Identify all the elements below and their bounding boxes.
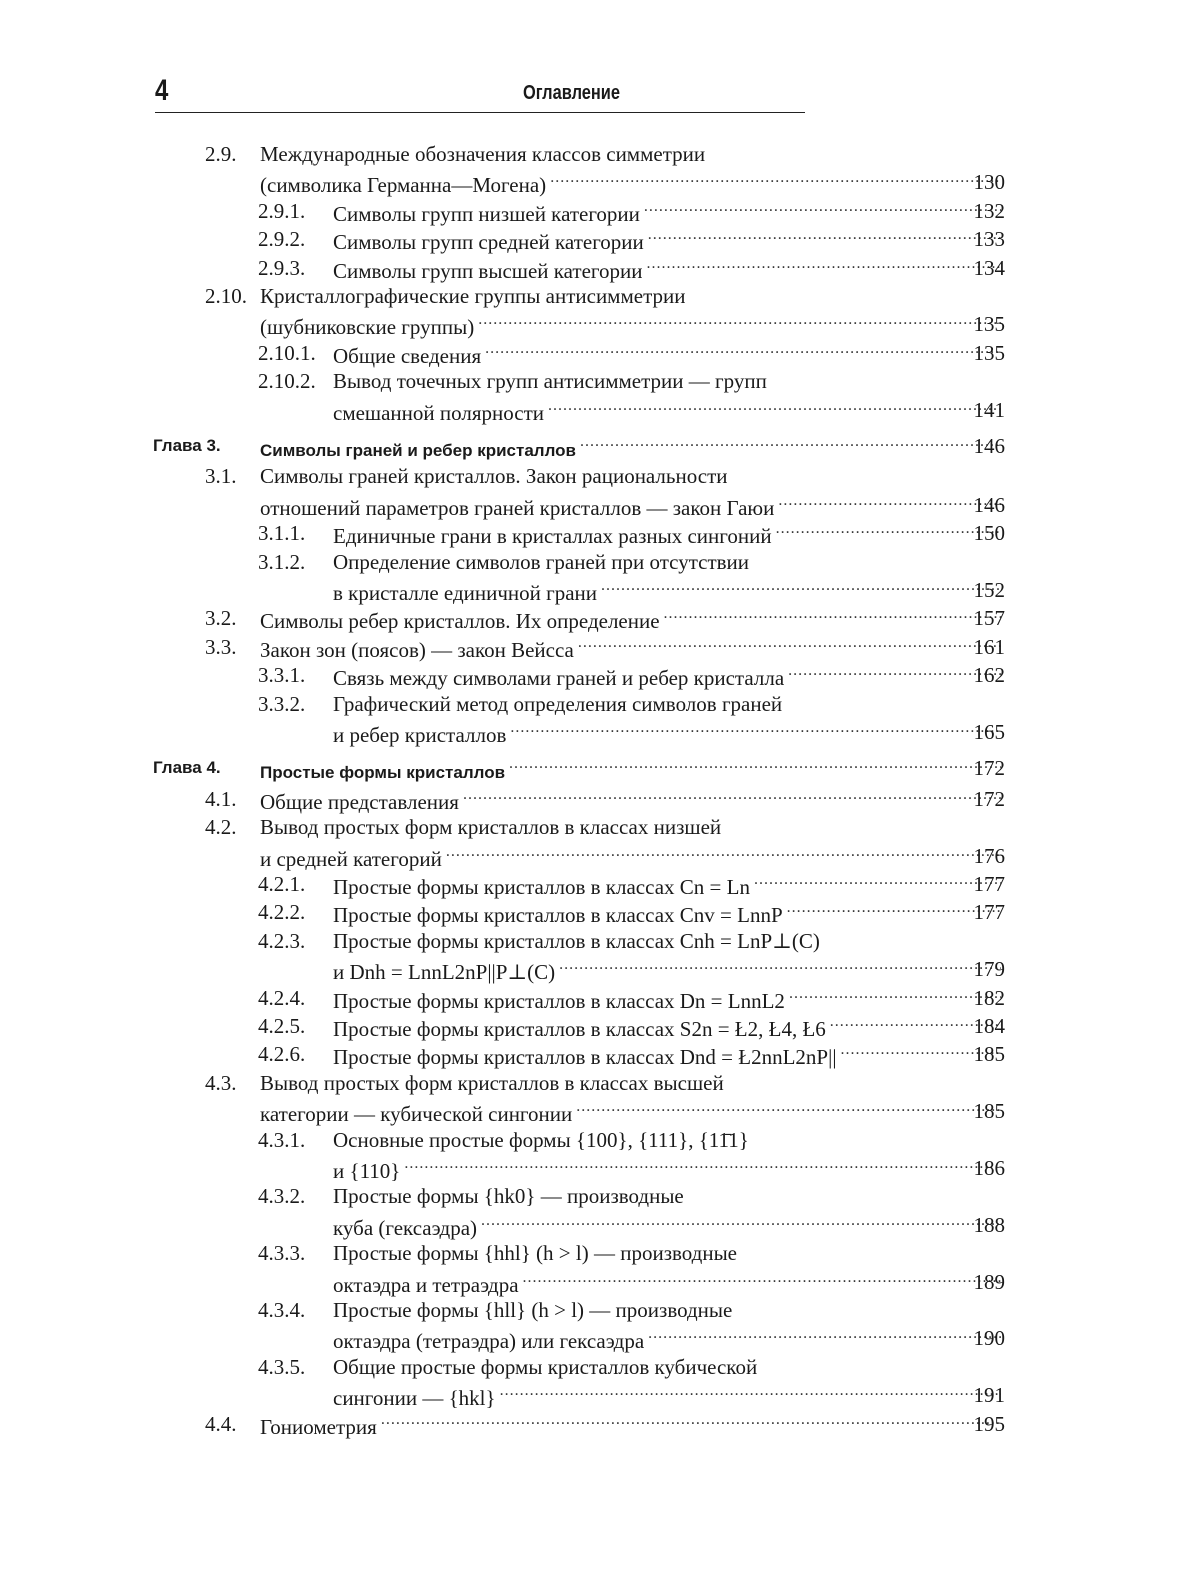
toc-page-number: 189	[973, 1269, 1005, 1294]
dot-leader	[510, 718, 1001, 742]
toc-entry-number: 2.10.2.	[258, 369, 316, 394]
toc-entry-title: октаэдра (тетраэдра) или гексаэдра	[333, 1329, 645, 1354]
toc-entry-title: отношений параметров граней кристаллов — закон Гаюи	[260, 495, 775, 520]
toc-entry-number: 4.3.3.	[258, 1241, 306, 1266]
toc-entry-title: Кристаллографические группы антисимметрии	[260, 284, 686, 308]
toc-page-number: 161	[973, 634, 1005, 659]
toc-entry-row	[0, 1069, 1200, 1097]
page-number: 4	[155, 74, 169, 107]
toc-entry-number: 4.3.2.	[258, 1184, 306, 1209]
dot-leader	[404, 1154, 1001, 1178]
toc-entry-row	[0, 1324, 1200, 1352]
toc-entry-number: 2.9.	[205, 142, 237, 166]
toc-entry-number: Глава 4.	[153, 758, 221, 778]
toc-entry-title: Графический метод определения символов граней	[333, 691, 783, 716]
toc-page-number: 134	[973, 255, 1005, 280]
toc-entry-title: Закон зон (поясов) — закон Вейсса	[260, 637, 574, 662]
toc-entry-row	[0, 690, 1200, 718]
toc-page-number: 176	[973, 843, 1005, 868]
dot-leader	[500, 1381, 1001, 1405]
toc-entry-number: 4.2.3.	[258, 928, 306, 953]
toc-entry-title: Вывод простых форм кристаллов в классах высшей	[260, 1070, 724, 1095]
toc-entry-number: 4.4.	[205, 1411, 237, 1436]
toc-entry-title: Связь между символами граней и ребер кристалла	[333, 666, 785, 691]
toc-entry-number: 2.9.3.	[258, 255, 306, 280]
toc-entry-row	[0, 661, 1200, 689]
toc-entry-row	[0, 576, 1200, 604]
toc-chapter-row	[0, 432, 1200, 460]
toc-entry-number: 4.3.4.	[258, 1298, 306, 1322]
toc-entry-row	[0, 1012, 1200, 1040]
toc-entry-row	[0, 1410, 1200, 1438]
toc-entry-row	[0, 1268, 1200, 1296]
toc-page-number: 135	[973, 312, 1005, 337]
toc-entry-title: Символы групп низшей категории	[333, 201, 640, 226]
dot-leader	[559, 955, 1001, 979]
toc-entry-row	[0, 310, 1200, 338]
toc-entry-title: и средней категорий	[260, 846, 442, 871]
toc-entry-row	[0, 813, 1200, 841]
dot-leader	[578, 633, 1001, 657]
toc-entry-row	[0, 1154, 1200, 1182]
dot-leader	[646, 254, 1001, 278]
toc-page-number: 182	[973, 985, 1005, 1010]
toc-page-number: 172	[973, 756, 1005, 781]
toc-page-number: 172	[973, 786, 1005, 811]
toc-entry-row	[0, 604, 1200, 632]
toc-entry-title: Определение символов граней при отсутствии	[333, 549, 750, 574]
toc-entry-row	[0, 1097, 1200, 1125]
toc-entry-number: 2.10.	[205, 284, 247, 308]
toc-entry-row	[0, 197, 1200, 225]
toc-page-number: 157	[973, 606, 1005, 631]
toc-entry-row	[0, 254, 1200, 282]
toc-entry-number: 3.1.1.	[258, 521, 306, 546]
toc-page-number: 133	[973, 227, 1005, 252]
toc-entry-title: Простые формы кристаллов в классах Cnv = LnnP	[333, 903, 783, 928]
toc-page-number: 195	[973, 1411, 1005, 1436]
toc-page-number: 184	[973, 1014, 1005, 1038]
toc-entry-title: Символы групп средней категории	[333, 230, 644, 255]
toc-page-number: 146	[973, 492, 1005, 517]
toc-page-number: 162	[973, 663, 1005, 688]
toc-entry-number: 4.2.	[205, 815, 237, 840]
toc-entry-row	[0, 842, 1200, 870]
dot-leader	[648, 225, 1001, 249]
toc-entry-title: Международные обозначения классов симметрии	[260, 142, 706, 166]
dot-leader	[580, 432, 1001, 456]
toc-entry-title: в кристалле единичной грани	[333, 581, 598, 605]
toc-entry-title: куба (гексаэдра)	[333, 1215, 478, 1240]
toc-entry-row	[0, 718, 1200, 746]
toc-entry-row	[0, 1040, 1200, 1068]
toc-entry-title: Простые формы кристаллов в классах Cn = Ln	[333, 875, 750, 899]
toc-entry-number: 4.3.5.	[258, 1354, 306, 1379]
toc-entry-row	[0, 1353, 1200, 1381]
toc-entry-row	[0, 519, 1200, 547]
toc-entry-title: Простые формы кристаллов в классах Cnh = LnP⊥(C)	[333, 928, 820, 953]
toc-entry-number: 4.2.1.	[258, 872, 306, 896]
page-header	[155, 70, 805, 113]
toc-page-number: 177	[973, 900, 1005, 925]
toc-entry-number: 4.2.5.	[258, 1014, 306, 1038]
dot-leader	[548, 396, 1001, 420]
toc-entry-title: Простые формы {hk0} — производные	[333, 1184, 684, 1209]
toc-entry-title: Общие простые формы кристаллов кубической	[333, 1354, 758, 1379]
toc-entry-title: Символы групп высшей категории	[333, 258, 643, 283]
dot-leader	[648, 1324, 1001, 1348]
toc-entry-title: Простые формы кристаллов в классах Dnd = Ł2nnL2nP||	[333, 1045, 837, 1070]
toc-entry-title: смешанной полярности	[333, 400, 544, 425]
toc-entry-title: Общие сведения	[333, 343, 482, 368]
toc-entry-row	[0, 491, 1200, 519]
toc-entry-title: и ребер кристаллов	[333, 723, 507, 747]
toc-entry-number: 4.1.	[205, 786, 237, 811]
toc-page-number: 135	[973, 340, 1005, 365]
toc-page-number: 146	[973, 434, 1005, 458]
toc-entry-title: Простые формы кристаллов в классах Dn = LnnL2	[333, 988, 785, 1013]
toc-entry-number: 4.3.1.	[258, 1127, 306, 1152]
toc-page-number: 152	[973, 578, 1005, 602]
toc-entry-row	[0, 1381, 1200, 1409]
toc-entry-number: 4.2.2.	[258, 900, 306, 925]
toc-entry-title: Основные простые формы {100}, {111}, {11̄1}	[333, 1127, 749, 1152]
toc-page-number: 188	[973, 1212, 1005, 1237]
toc-entry-row	[0, 785, 1200, 813]
dot-leader	[644, 197, 1001, 221]
dot-leader	[509, 754, 1001, 778]
toc-page-number: 132	[973, 198, 1005, 223]
toc-page-number: 165	[973, 720, 1005, 744]
toc-entry-number: 4.2.6.	[258, 1042, 306, 1067]
toc-entry-row	[0, 927, 1200, 955]
toc-entry-number: Глава 3.	[153, 436, 221, 455]
running-head: Оглавление	[523, 82, 621, 104]
toc-page-number: 190	[973, 1326, 1005, 1351]
toc-page-number: 150	[973, 521, 1005, 546]
toc-entry-row	[0, 898, 1200, 926]
toc-entry-number: 2.10.1.	[258, 340, 316, 365]
toc-entry-row	[0, 955, 1200, 983]
toc-entry-row	[0, 339, 1200, 367]
dot-leader	[446, 842, 1001, 866]
dot-leader	[523, 1268, 1001, 1292]
dot-leader	[485, 339, 1001, 363]
toc-entry-number: 3.3.	[205, 634, 237, 659]
dot-leader	[463, 785, 1001, 809]
toc-entry-row	[0, 984, 1200, 1012]
toc-entry-title: Символы граней кристаллов. Закон рациональности	[260, 464, 728, 489]
dot-leader	[664, 604, 1001, 628]
toc-entry-number: 4.2.4.	[258, 985, 306, 1010]
toc-entry-row	[0, 1126, 1200, 1154]
toc-entry-title: Вывод точечных групп антисимметрии — групп	[333, 369, 767, 394]
toc-page-number: 130	[973, 170, 1005, 195]
toc-entry-row	[0, 633, 1200, 661]
toc-entry-title: Простые формы кристаллов	[260, 763, 506, 783]
toc-entry-title: Единичные грани в кристаллах разных сингоний	[333, 524, 772, 549]
dot-leader	[481, 1211, 1001, 1235]
toc-entry-row	[0, 462, 1200, 490]
toc-page-number: 185	[973, 1099, 1005, 1124]
toc-entry-title: и Dnh = LnnL2nP||P⊥(C)	[333, 960, 556, 985]
toc-entry-number: 3.3.1.	[258, 663, 306, 688]
toc-entry-title: (шубниковские группы)	[260, 315, 475, 340]
toc-entry-title: сингонии — {hkl}	[333, 1386, 496, 1411]
dot-leader	[601, 576, 1001, 600]
toc-entry-row	[0, 1182, 1200, 1210]
toc-entry-title: Вывод простых форм кристаллов в классах низшей	[260, 815, 722, 840]
toc-entry-title: Простые формы {hhl} (h > l) — производные	[333, 1241, 738, 1266]
toc-entry-number: 2.9.1.	[258, 198, 306, 223]
toc-page-number: 177	[973, 872, 1005, 896]
toc-chapter-row	[0, 754, 1200, 782]
toc-page-number: 179	[973, 957, 1005, 982]
toc-entry-row	[0, 282, 1200, 310]
toc-entry-title: (символика Германна—Могена)	[260, 173, 547, 198]
toc-page-number: 185	[973, 1042, 1005, 1067]
toc-entry-row	[0, 870, 1200, 898]
toc-entry-title: Общие представления	[260, 789, 459, 814]
toc-entry-row	[0, 140, 1200, 168]
toc-page-number: 141	[973, 397, 1005, 422]
toc-entry-title: Простые формы кристаллов в классах S2n = Ł2, Ł4, Ł6	[333, 1017, 826, 1041]
toc-page-number: 191	[973, 1383, 1005, 1408]
toc-entry-row	[0, 1296, 1200, 1324]
toc-entry-row	[0, 396, 1200, 424]
dot-leader	[478, 310, 1001, 334]
toc-entry-number: 3.2.	[205, 606, 237, 631]
toc-entry-title: и {110}	[333, 1159, 401, 1183]
toc-entry-number: 3.1.2.	[258, 549, 306, 574]
toc-entry-title: Символы граней и ребер кристаллов	[260, 441, 576, 460]
dot-leader	[576, 1097, 1001, 1121]
toc-entry-row	[0, 225, 1200, 253]
toc-entry-title: категории — кубической сингонии	[260, 1102, 573, 1127]
dot-leader	[550, 168, 1001, 192]
toc-entry-row	[0, 1211, 1200, 1239]
toc-entry-row	[0, 1239, 1200, 1267]
dot-leader	[754, 870, 1001, 894]
toc-entry-number: 2.9.2.	[258, 227, 306, 252]
dot-leader	[381, 1410, 1001, 1434]
toc-entry-number: 3.1.	[205, 464, 237, 489]
toc-entry-title: Гониометрия	[260, 1414, 377, 1439]
toc-entry-row	[0, 168, 1200, 196]
toc-entry-number: 3.3.2.	[258, 691, 306, 716]
toc-entry-title: октаэдра и тетраэдра	[333, 1272, 519, 1297]
toc-entry-row	[0, 367, 1200, 395]
toc-entry-title: Символы ребер кристаллов. Их определение	[260, 609, 660, 634]
toc-entry-title: Простые формы {hll} (h > l) — производные	[333, 1298, 733, 1322]
toc-entry-row	[0, 548, 1200, 576]
toc-entry-number: 4.3.	[205, 1070, 237, 1095]
toc-page-number: 186	[973, 1156, 1005, 1180]
